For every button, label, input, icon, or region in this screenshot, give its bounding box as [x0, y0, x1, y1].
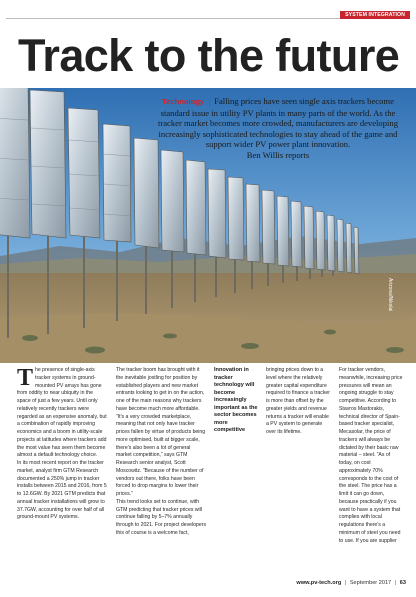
footer-issue: September 2017 [349, 580, 392, 586]
paragraph-5: bringing prices down to a level where the relatively greater capital expenditure required to finance a tracker is more than offset by the greater yields and revenue returns a tracker will enable a PV system to generate over its lifetime. [266, 367, 331, 435]
pull-quote: Innovation in tracker technology will become increasingly important as the sector becomes more competitive [214, 367, 258, 433]
footer-separator-1: | [344, 580, 347, 586]
drop-cap: T [17, 365, 34, 391]
article-body [0, 367, 416, 572]
standfirst-kicker: Technology [162, 97, 205, 106]
standfirst-text: Falling prices have seen single axis trackers become standard issue in utility PV plants in many parts of the world. As the tracker market becomes more crowded, manufacturers are developing increasingly sophisticated technologies to stay ahead of the game and support wider PV power plant innovation. [157, 96, 399, 150]
section-tag: SYSTEM INTEGRATION [340, 11, 410, 19]
paragraph-2: In its most recent report on the tracker market, analyst firm GTM Research documented a 250% jump in tracker installs between 2015 and 2016, from 5 to 12.6GW. By 2021 GTM predicts that annual tracker installations will grow to 37.7GW, accounting for over half of all ground-mount PV systems. [17, 460, 107, 521]
photo-credit-text: Arizona/Nikolai [387, 278, 393, 312]
paragraph-1-text: he presence of single-axis tracker systems in ground-mounted PV arrays has gone from oddity to near ubiquity in the space of just a few years. Until only relatively recently trackers were regarded as an expensive anomaly, but a combination of rapidly improving economics and a boom in utility-scale projects at latitudes where trackers add the most value has seen them become almost a default technology choice. [17, 367, 107, 459]
pull-quote-column [214, 367, 260, 435]
paragraph-4: This trend looks set to continue, with GTM predicting that tracker prices will continue falling by 5–7% annually through to 2021. For project developers this of course is a welcome fact, [116, 498, 207, 536]
paragraph-1 [17, 367, 108, 460]
section-header [6, 11, 410, 19]
article-title: Track to the future [18, 30, 400, 81]
byline: Ben Willis reports [246, 149, 310, 160]
standfirst [148, 96, 408, 161]
column-3 [266, 367, 330, 437]
column-1 [17, 367, 108, 522]
footer-separator-2: | [394, 580, 397, 586]
column-2 [116, 367, 207, 538]
paragraph-3: The tracker boom has brought with it the inevitable jostling for position by established players and new market entrants looking to get in on the action, one of the main reasons why trackers have become much more affordable. “It's a very crowded marketplace, meaning that not only have tracker prices fallen by virtue of products being more optimised, built at bigger scale, there's also been a lot of general market competition,” says GTM Research senior analyst, Scott Moscowitz. “Because of the number of vendors out there, folks have been forced to drop margins to lower their prices.” [116, 367, 206, 497]
paragraph-6: For tracker vendors, meanwhile, increasing price pressures will mean an ongoing struggle to stay competitive. According to Stavros Mastorakis, technical director of Spain-based tracker specialist, Mecasolar, the price of trackers will always be dictated by their basic raw material – steel. “As of today, on cost approximately 70% corresponds to the cost of the steel. The price has a limit it can go down, because practically if you want to have a system that complies with local regulations there's a minimum of steel you need to use. If you are supplier [339, 367, 403, 544]
column-4 [339, 367, 403, 545]
page-number: 63 [399, 580, 406, 586]
page-footer [240, 580, 406, 586]
photo-credit [386, 278, 394, 348]
footer-url: www.pv-tech.org [296, 580, 342, 586]
standfirst-separator: | [208, 96, 211, 106]
